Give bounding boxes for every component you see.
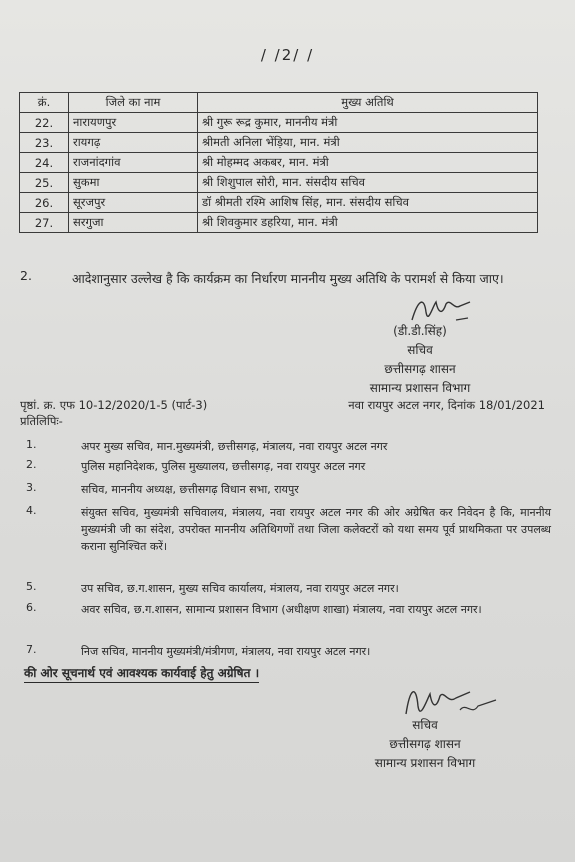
item-number: 3. xyxy=(26,481,37,494)
table-row xyxy=(20,153,538,173)
table-header-row xyxy=(20,93,538,113)
item-text: सचिव, माननीय अध्यक्ष, छत्तीसगढ़ विधान सभा, रायपुर xyxy=(81,483,299,496)
signatory-government: छत्तीसगढ़ शासन xyxy=(389,737,461,751)
guest-cell: श्री शिशुपाल सोरी, मान. संसदीय सचिव xyxy=(198,173,538,193)
guest-cell: श्री गुरू रूद्र कुमार, माननीय मंत्री xyxy=(198,113,538,133)
serial-cell: 25. xyxy=(20,173,69,193)
signature-block-2 xyxy=(350,716,500,773)
serial-cell: 22. xyxy=(20,113,69,133)
item-number: 2. xyxy=(26,458,37,471)
item-text: संयुक्त सचिव, मुख्यमंत्री सचिवालय, मंत्रालय, नवा रायपुर अटल नगर की ओर अग्रेषित कर निवेदन है कि, माननीय मुख्यमंत्री जी का संदेश, उपरोक्त माननीय अतिथिगणों तथा जिला कलेक्टरों को यथा समय पूर्व प्राथमिकता पर उपलब्ध कराना सुनिश्चित करें। xyxy=(81,506,551,553)
guest-cell: श्रीमती अनिला भेंड़िया, मान. मंत्री xyxy=(198,133,538,153)
item-number: 7. xyxy=(26,643,37,656)
district-cell: सूरजपुर xyxy=(69,193,198,213)
item-number: 6. xyxy=(26,601,37,614)
signatory-designation: सचिव xyxy=(412,718,438,732)
item-text: निज सचिव, माननीय मुख्यमंत्री/मंत्रीगण, मंत्रालय, नवा रायपुर अटल नगर। xyxy=(81,645,371,658)
serial-cell: 24. xyxy=(20,153,69,173)
item-text: अवर सचिव, छ.ग.शासन, सामान्य प्रशासन विभाग (अधीक्षण शाखा) मंत्रालय, नवा रायपुर अटल नगर। xyxy=(81,603,482,616)
item-text: पुलिस महानिदेशक, पुलिस मुख्यालय, छत्तीसगढ़, नवा रायपुर अटल नगर xyxy=(81,460,366,473)
guest-cell: डॉ श्रीमती रश्मि आशिष सिंह, मान. संसदीय सचिव xyxy=(198,193,538,213)
guest-cell: श्री मोहम्मद अकबर, मान. मंत्री xyxy=(198,153,538,173)
item-number: 5. xyxy=(26,580,37,593)
endorsement-reference-line xyxy=(20,398,545,413)
forwarding-note: की ओर सूचनार्थ एवं आवश्यक कार्यवाई हेतु अग्रेषित । xyxy=(24,664,259,683)
signatory-name: (डी.डी.सिंह) xyxy=(393,324,447,338)
district-cell: नारायणपुर xyxy=(69,113,198,133)
item-text: उप सचिव, छ.ग.शासन, मुख्य सचिव कार्यालय, मंत्रालय, नवा रायपुर अटल नगर। xyxy=(81,582,399,595)
signature-block-1 xyxy=(355,322,485,398)
signatory-department: सामान्य प्रशासन विभाग xyxy=(374,756,476,770)
item-number: 1. xyxy=(26,438,37,451)
file-reference: पृष्ठां. क्र. एफ 10-12/2020/1-5 (पार्ट-3) xyxy=(20,398,208,412)
table-row xyxy=(20,193,538,213)
table-row xyxy=(20,113,538,133)
item-number: 4. xyxy=(26,504,37,517)
district-cell: सरगुजा xyxy=(69,213,198,233)
district-cell: राजनांदगांव xyxy=(69,153,198,173)
table-row xyxy=(20,173,538,193)
signatory-government: छत्तीसगढ़ शासन xyxy=(384,362,456,376)
serial-cell: 23. xyxy=(20,133,69,153)
table-row xyxy=(20,213,538,233)
column-header-serial: क्रं. xyxy=(20,93,69,113)
district-cell: रायगढ़ xyxy=(69,133,198,153)
serial-cell: 27. xyxy=(20,213,69,233)
signatory-designation: सचिव xyxy=(407,343,433,357)
page-number: / /2/ / xyxy=(260,46,315,64)
column-header-district: जिले का नाम xyxy=(69,93,198,113)
district-cell: सुकमा xyxy=(69,173,198,193)
chief-guest-table xyxy=(19,92,538,233)
item-text: अपर मुख्य सचिव, मान.मुख्यमंत्री, छत्तीसगढ़, मंत्रालय, नवा रायपुर अटल नगर xyxy=(81,440,388,453)
signatory-department: सामान्य प्रशासन विभाग xyxy=(369,381,471,395)
serial-cell: 26. xyxy=(20,193,69,213)
table-row xyxy=(20,133,538,153)
guest-cell: श्री शिवकुमार डहरिया, मान. मंत्री xyxy=(198,213,538,233)
column-header-chief-guest: मुख्य अतिथि xyxy=(198,93,538,113)
copy-to-label: प्रतिलिपिः- xyxy=(20,414,63,428)
paragraph-number: 2. xyxy=(20,268,32,283)
paragraph-text: आदेशानुसार उल्लेख है कि कार्यक्रम का निर्धारण माननीय मुख्य अतिथि के परामर्श से किया जाए। xyxy=(72,271,504,286)
place-date: नवा रायपुर अटल नगर, दिनांक 18/01/2021 xyxy=(348,398,545,412)
